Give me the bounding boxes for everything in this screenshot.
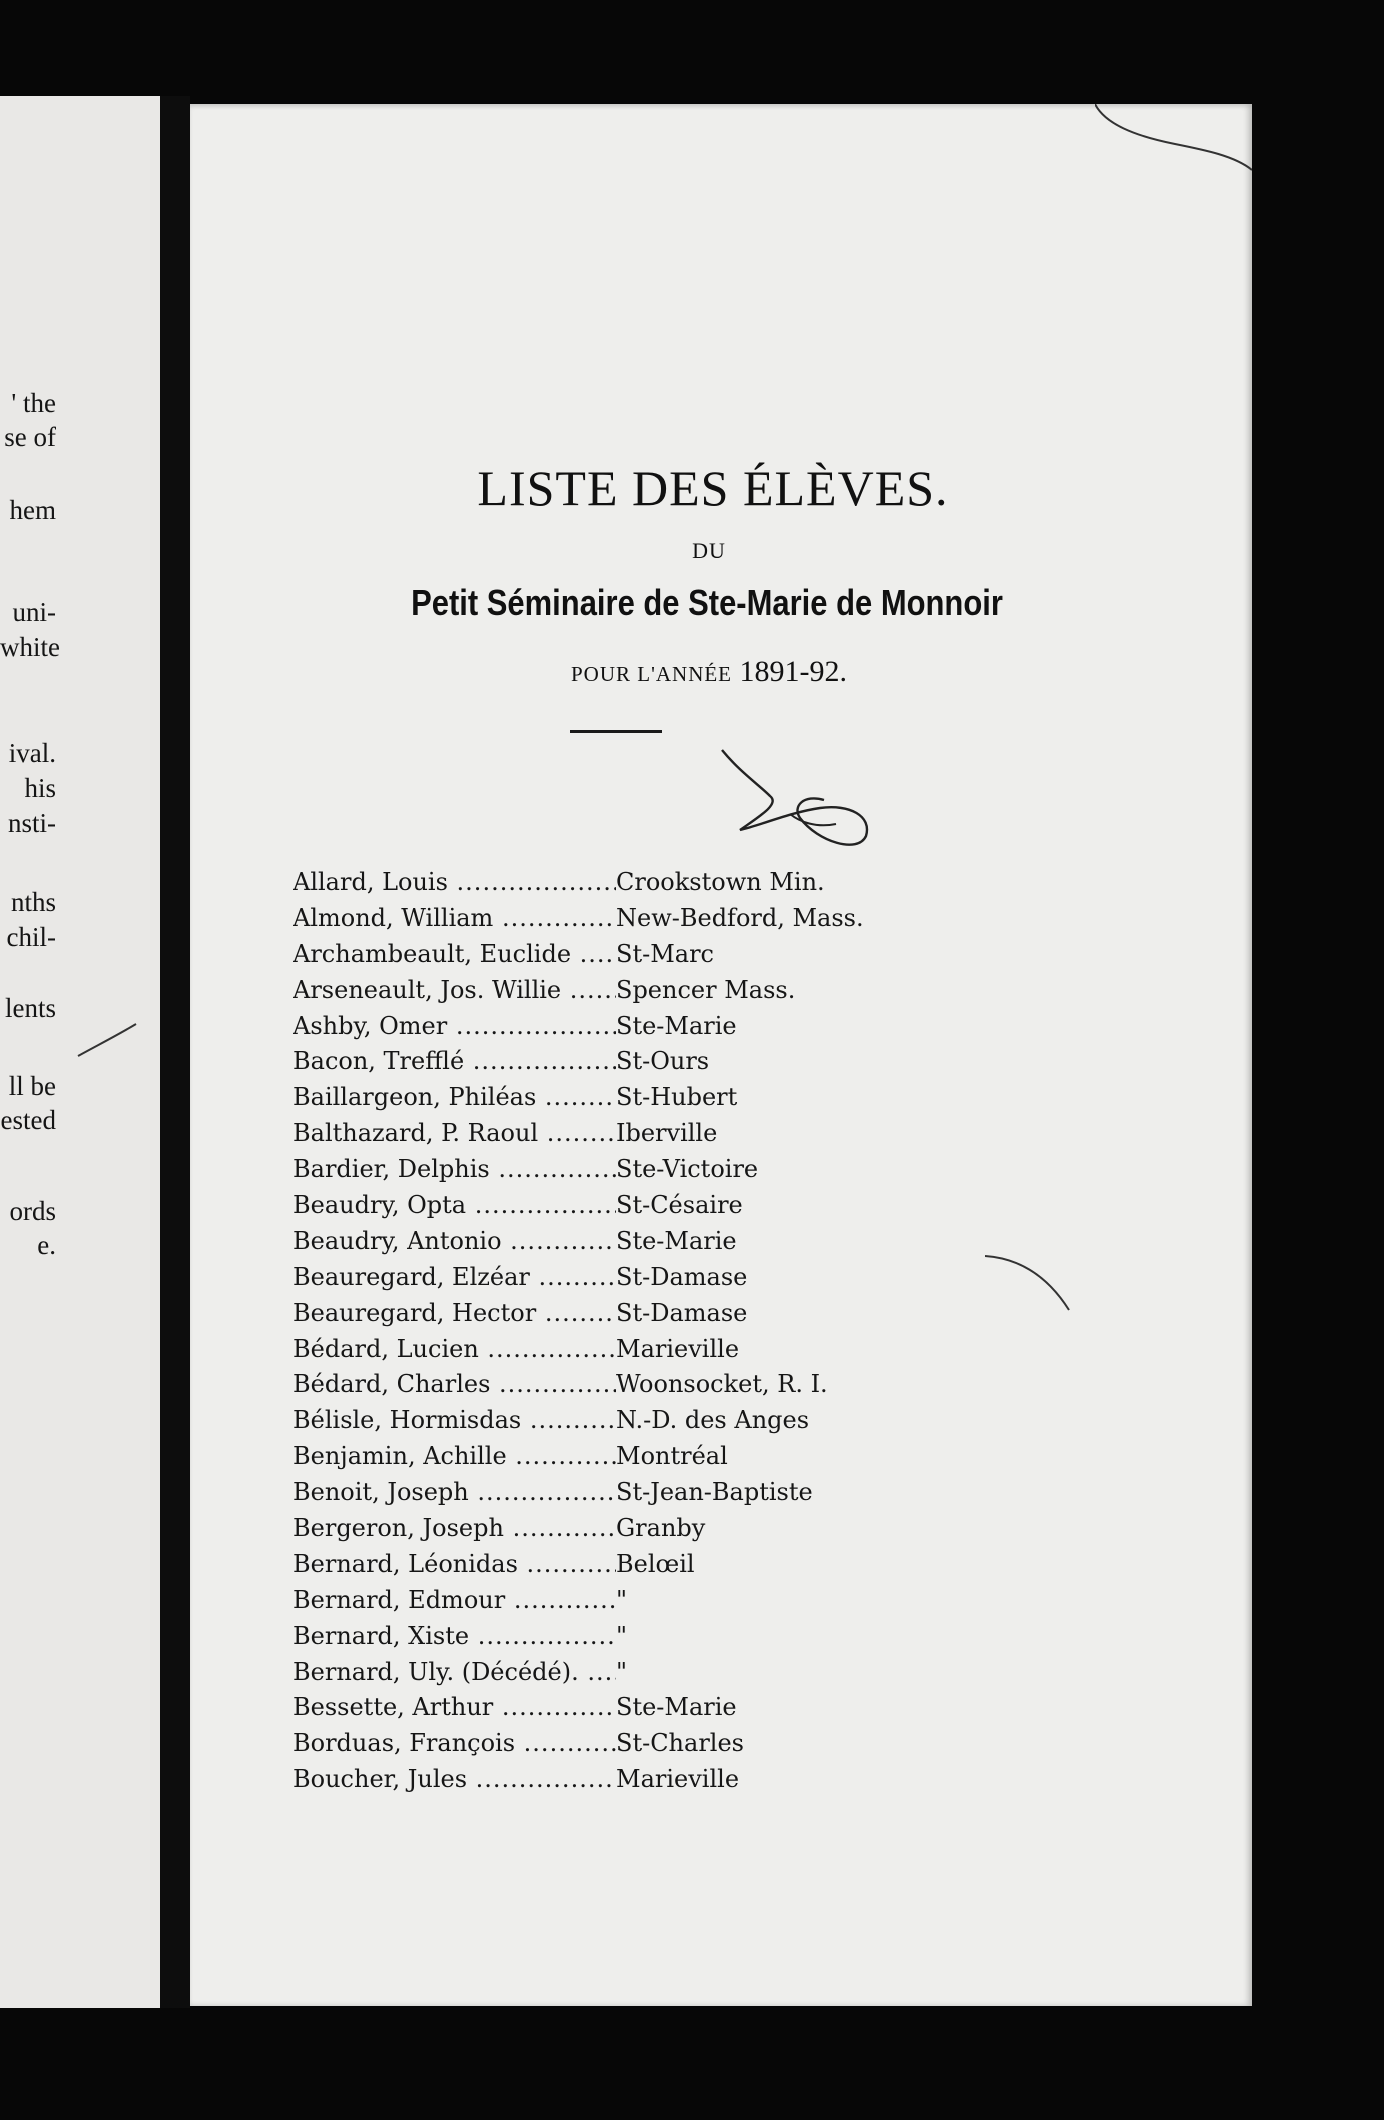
title-rule [570,730,662,733]
student-entry [293,1622,864,1658]
left-page-text-line: ll be [8,1071,56,1101]
left-page-text-line: his [24,773,56,803]
title-preposition: DU [692,538,726,563]
student-entry [293,1191,864,1227]
student-entry [293,1119,864,1155]
student-entry [293,1658,864,1694]
student-hometown: St-Ours [616,1047,710,1076]
left-page-text-line: chil- [6,922,56,952]
left-page-text-line: white [0,632,60,662]
student-entry [293,1335,864,1371]
student-hometown: Granby [616,1514,706,1543]
left-page-fragment [0,96,160,2008]
student-entry [293,1012,864,1048]
student-hometown: St-Damase [616,1262,748,1291]
year-line [178,655,1240,689]
student-entry [293,976,864,1012]
page-title: LISTE DES ÉLÈVES. [477,460,949,516]
student-hometown: New-Bedford, Mass. [616,903,864,932]
student-hometown: St-Jean-Baptiste [616,1478,813,1507]
student-name: Archambeault, Euclide ..... [293,940,616,968]
left-page-text-line: nsti- [7,808,56,838]
student-name: Bernard, Léonidas ..... [293,1550,616,1578]
register-page [190,104,1252,2006]
left-page-text-line: se of [4,422,56,452]
institution-name: Petit Séminaire de Ste-Marie de Monnoir [411,582,1003,623]
student-hometown: Spencer Mass. [616,975,796,1004]
student-name: Bergeron, Joseph ..... [293,1514,616,1542]
student-entry [293,1047,864,1083]
student-entry [293,1442,864,1478]
student-entry [293,868,864,904]
student-entry [293,1693,864,1729]
student-hometown: N.-D. des Anges [616,1406,810,1435]
student-name: Beaudry, Opta ..... [293,1191,616,1219]
left-page-text-line: uni- [12,597,56,627]
student-name: Borduas, François ..... [293,1729,616,1757]
student-entry [293,1083,864,1119]
student-entry [293,1586,864,1622]
student-entry [293,1406,864,1442]
left-page-text-line: ival. [8,738,56,768]
left-page-text-line: ested [0,1105,56,1135]
student-hometown: Montréal [616,1442,728,1471]
student-hometown: St-Damase [616,1298,748,1327]
student-list [293,868,864,1801]
student-name: Bardier, Delphis ..... [293,1155,616,1183]
student-hometown: St-Césaire [616,1191,743,1220]
student-hometown: St-Hubert [616,1083,738,1112]
student-name: Bernard, Edmour ..... [293,1586,616,1614]
student-name: Bélisle, Hormisdas ..... [293,1406,616,1434]
student-entry [293,904,864,940]
student-name: Balthazard, P. Raoul ..... [293,1119,616,1147]
student-hometown: St-Marc [616,939,714,968]
year-value: 1891-92. [739,655,848,688]
student-hometown: Ste-Marie [616,1011,737,1040]
student-name: Bédard, Lucien ..... [293,1335,616,1363]
left-page-text-line: hem [9,495,56,525]
student-name: Arseneault, Jos. Willie ..... [293,976,616,1004]
student-hometown: " [616,1657,628,1686]
student-hometown: St-Charles [616,1729,744,1758]
student-name: Bernard, Uly. (Décédé). ..... [293,1658,616,1686]
student-name: Benjamin, Achille ..... [293,1442,616,1470]
student-name: Beauregard, Elzéar ..... [293,1263,616,1291]
left-page-text-line: ' the [11,388,56,418]
book-spine [160,96,190,2008]
student-hometown: Crookstown Min. [616,868,825,896]
year-prefix: POUR L'ANNÉE [570,662,733,686]
student-name: Ashby, Omer ..... [293,1012,616,1040]
left-page-text-line: nths [10,887,56,917]
student-name: Benoit, Joseph ..... [293,1478,616,1506]
student-entry [293,1299,864,1335]
student-hometown: Marieville [616,1765,740,1794]
student-hometown: Woonsocket, R. I. [616,1370,828,1399]
student-name: Bédard, Charles ..... [293,1370,616,1398]
student-entry [293,1155,864,1191]
student-name: Bessette, Arthur ..... [293,1693,616,1721]
student-name: Baillargeon, Philéas ..... [293,1083,616,1111]
student-hometown: Iberville [616,1119,718,1148]
student-hometown: Belœil [616,1549,695,1578]
student-hometown: Marieville [616,1334,740,1363]
student-entry [293,1478,864,1514]
student-entry [293,1729,864,1765]
student-name: Bacon, Trefflé ..... [293,1047,616,1075]
student-name: Beauregard, Hector ..... [293,1299,616,1327]
student-entry [293,1263,864,1299]
student-entry [293,1370,864,1406]
margin-pen-stroke [985,1244,1085,1324]
student-name: Bernard, Xiste ..... [293,1622,616,1650]
student-hometown: " [616,1585,628,1614]
handwritten-pen-mark [700,744,900,854]
student-entry [293,1514,864,1550]
left-page-text-line: ords [9,1196,56,1226]
student-hometown: Ste-Victoire [616,1155,759,1184]
corner-crease [1095,104,1252,184]
student-entry [293,1765,864,1801]
student-hometown: Ste-Marie [616,1226,737,1255]
student-name: Almond, William ..... [293,904,616,932]
student-entry [293,940,864,976]
student-entry [293,1227,864,1263]
student-name: Beaudry, Antonio ..... [293,1227,616,1255]
student-name: Boucher, Jules ..... [293,1765,616,1793]
student-name: Allard, Louis ..... [293,868,616,896]
student-hometown: " [616,1621,628,1650]
student-entry [293,1550,864,1586]
student-hometown: Ste-Marie [616,1693,737,1722]
left-page-text-line: lents [5,993,56,1023]
left-page-text-line: e. [37,1230,56,1260]
